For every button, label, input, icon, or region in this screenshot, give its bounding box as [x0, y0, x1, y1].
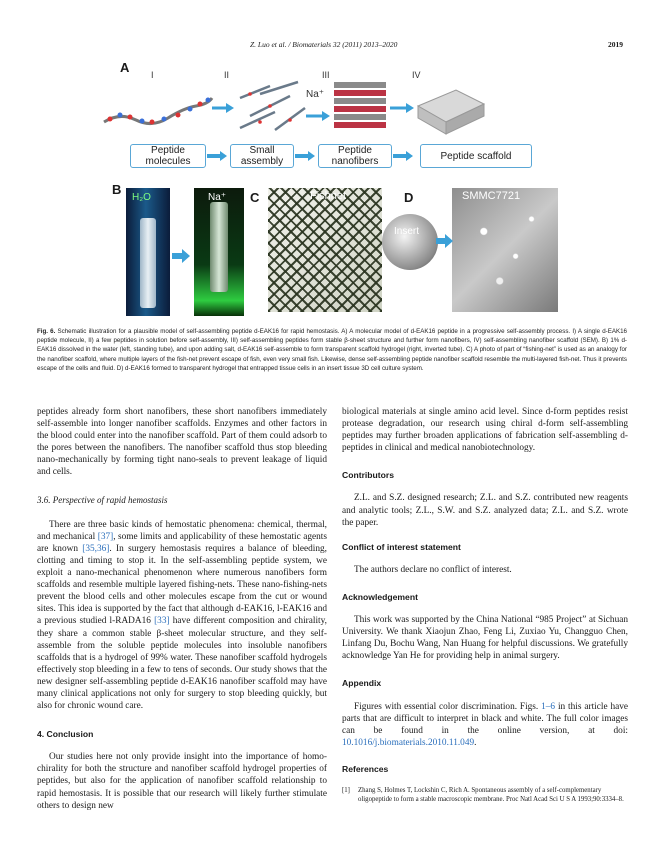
tube-water-label: H₂O — [132, 192, 151, 203]
stage-iv-label: IV — [412, 70, 421, 80]
doi-link[interactable]: 10.1016/j.biomaterials.2010.11.049 — [342, 737, 475, 748]
reference-text: Zhang S, Holmes T, Lockshin C, Rich A. Spontaneous assembly of a self-complementary oligopeptide to form a stable macroscopic membrane. Proc Natl Acad Sci U S A 1993;90:3334–8. — [358, 786, 624, 803]
subsection-heading: 3.6. Perspective of rapid hemostasis — [37, 494, 168, 505]
nanofiber-scaffold-illustration — [418, 90, 484, 134]
flow-box-peptide-scaffold: Peptide scaffold — [420, 144, 532, 168]
single-peptide-molecule — [104, 98, 212, 125]
figure-6 — [100, 58, 560, 320]
tube-arrow-icon — [172, 248, 192, 264]
p2-text-a: There are three basic kinds of hemostatic phenomena: chemical, thermal, and mechanical — [37, 519, 327, 542]
right-column — [342, 406, 628, 804]
flow-arrow-2-icon — [295, 151, 315, 161]
citation-link-35-36[interactable]: [35,36] — [82, 543, 110, 554]
reference-item — [342, 786, 628, 804]
sodium-ion-label: Na⁺ — [306, 89, 325, 100]
beta-sheet-stack-illustration — [334, 82, 386, 128]
flow-arrow-3-icon — [393, 151, 413, 161]
panel-c-label: C — [250, 190, 260, 205]
left-paragraph-1: peptides already form short nanofibers, these short nanofibers immediately self-assemble into longer nanofiber scaffolds. Enzymes and other factors in the blood could enter into the nanofiber scaffold. Part of them could adsorb to the pores between the nanofibers. The nanofiber scaffold thus stop bleeding nano-mechanically by forming tight nano-seals to prevent leakage of liquid and cells. — [37, 407, 327, 478]
flow-box-peptide-molecules: Peptide molecules — [130, 144, 206, 168]
contributors-text: Z.L. and S.Z. designed research; Z.L. and S.Z. contributed new reagents and analytic tools; Z.L., S.W. and S.Z. analyzed data; Z.L. and S.Z. wrote the paper. — [342, 493, 628, 528]
right-paragraph-1: biological materials at single amino acid level. Since d-form peptides resist protease degradation, our research using chiral d-form self-assembling peptides may further broaden applications of fabrication self-assembling d-peptides in clinical and medical nanobiotechnology. — [342, 407, 628, 454]
caption-text: Schematic illustration for a plausible model of self-assembling peptide d-EAK16 for rapid hemostasis. A) A molecular model of d-EAK16 peptide in a progressive self-assembly process. I) A single d-EAK16 peptide molecule, II) a few peptides in solution before self-assembly, III) self-assembling peptides form stable β-sheet structure and further form nanofibers, IV) self-assembling nanofiber scaffold (SEM). B) 1% d-EAK16 dissolved in the water (left, standing tube), and upon adding salt, d-EAK16 self-assemble to form transparent scaffold hydrogel (right, inverted tube). C) A photo of part of “fishing-net” is used as an analogy for the nanofiber scaffold, where multiple layers of the fish-net prevent escape of fish, even very small fish. Likewise, dense self-assembling peptide nanofiber scaffold resemble the multi-layered fish-net. Thus it prevents escape of the cells and fluid. D) d-EAK16 formed to transparent hydrogel that entrapped tissue cells in an insert tissue 3D cell culture system. — [37, 328, 627, 372]
left-column — [37, 406, 327, 812]
figures-link[interactable]: 1–6 — [541, 701, 556, 712]
citation-link-33[interactable]: [33] — [154, 616, 170, 627]
appendix-text-c: . — [474, 737, 477, 748]
flow-box-small-assembly: Small assembly — [230, 144, 294, 168]
conflict-text: The authors declare no conflict of interest. — [354, 564, 512, 575]
panel-b-label: B — [112, 182, 122, 197]
flow-arrows — [100, 144, 560, 168]
tube-gel-photo — [194, 188, 244, 316]
insert-label: Insert — [394, 226, 420, 237]
stage-i-label: I — [151, 70, 154, 80]
figure-caption — [37, 327, 627, 373]
few-peptides-illustration — [240, 82, 305, 130]
acknowledgement-heading: Acknowledgement — [342, 591, 418, 602]
insert-photo — [382, 214, 438, 270]
contributors-heading: Contributors — [342, 470, 395, 481]
references-heading: References — [342, 763, 389, 774]
page-number: 2019 — [608, 40, 623, 49]
cell-line-label: SMMC7721 — [462, 190, 521, 202]
acknowledgement-text: This work was supported by the China National “985 Project” at Sichuan University. We thank Xiaojun Zhao, Feng Li, Zuxiao Yu, Changguo Chen, Linfang Du, Bochu Wang, Nan Huang for helpful discussions. We gratefully acknowledge Yan He for providing help in animal surgery. — [342, 615, 628, 662]
molecular-model-illustration — [100, 78, 560, 136]
fishnet-photo — [268, 188, 382, 312]
flow-box-peptide-nanofibers: Peptide nanofibers — [318, 144, 392, 168]
reference-number: [1] — [342, 786, 350, 794]
p2-text-b: , some limits and applicability of these hemostatic agents are known — [37, 531, 327, 554]
appendix-text — [342, 701, 628, 749]
left-paragraph-2 — [37, 519, 327, 713]
cell-culture-photo — [452, 188, 558, 312]
appendix-text-a: Figures with essential color discrimination. Figs. — [354, 701, 542, 712]
appendix-text-b: in this article have parts that are difficult to interpret in black and white. The full color images can be found in the online version, at doi: — [342, 701, 628, 736]
stage-ii-label: II — [224, 70, 230, 80]
stage-iii-label: III — [322, 70, 330, 80]
caption-label: Fig. 6. — [37, 328, 56, 335]
fishnet-label: Fishnet — [310, 190, 347, 202]
insert-arrow-icon — [436, 234, 454, 248]
tube-gel-label: Na⁺ — [208, 192, 227, 203]
appendix-heading: Appendix — [342, 678, 382, 689]
running-head — [0, 40, 662, 52]
panel-a-label: A — [120, 60, 130, 75]
journal-citation: Z. Luo et al. / Biomaterials 32 (2011) 2013–2020 — [250, 40, 398, 49]
left-paragraph-3: Our studies here not only provide insight into the importance of homo-chirality for both the structure and nanofiber scaffold hydrogel properties of peptides, but also for the application of nanofiber scaffold relationship to rapid hemostasis. It is possible that our research will likely further stimulate others to design new — [37, 752, 327, 811]
panel-d-label: D — [404, 190, 414, 205]
flow-arrow-1-icon — [207, 151, 227, 161]
section-heading-conclusion: 4. Conclusion — [37, 729, 94, 740]
citation-link-37[interactable]: [37] — [97, 531, 114, 542]
p2-text-c: . In surgery hemostasis requires a balance of bleeding, clotting and timing to stop it. In the self-assembling peptide system, we exploit a nano-mechanical phenomenon where numerous nanofibers form scaffolds and resemble multiple layered fishing-nets. These nano-fishing-nets prevent the blood cells and other molecules escape from the cut or wound sites. This idea is supported by the fact that although d-EAK16, l-EAK16 and a previous studied l-RADA16 — [37, 543, 327, 627]
p2-text-d: have different composition and chirality, they share a common stable β-sheet molecular structure, and they self-assemble from the soluble peptide molecules into insoluble nanofibers scaffolds that is a hydrogel of 99% water. These nanofiber scaffold hydrogels effectively stop bleeding in a few to tens of seconds. Our study shows that the new designer self-assembling peptide d-EAK16 nanofiber scaffold may have many clinical applications not only for surgery to stop bleeding quickly, but also for chronic wound care. — [37, 616, 327, 712]
tube-water-photo — [126, 188, 170, 316]
conflict-heading: Conflict of interest statement — [342, 541, 461, 552]
